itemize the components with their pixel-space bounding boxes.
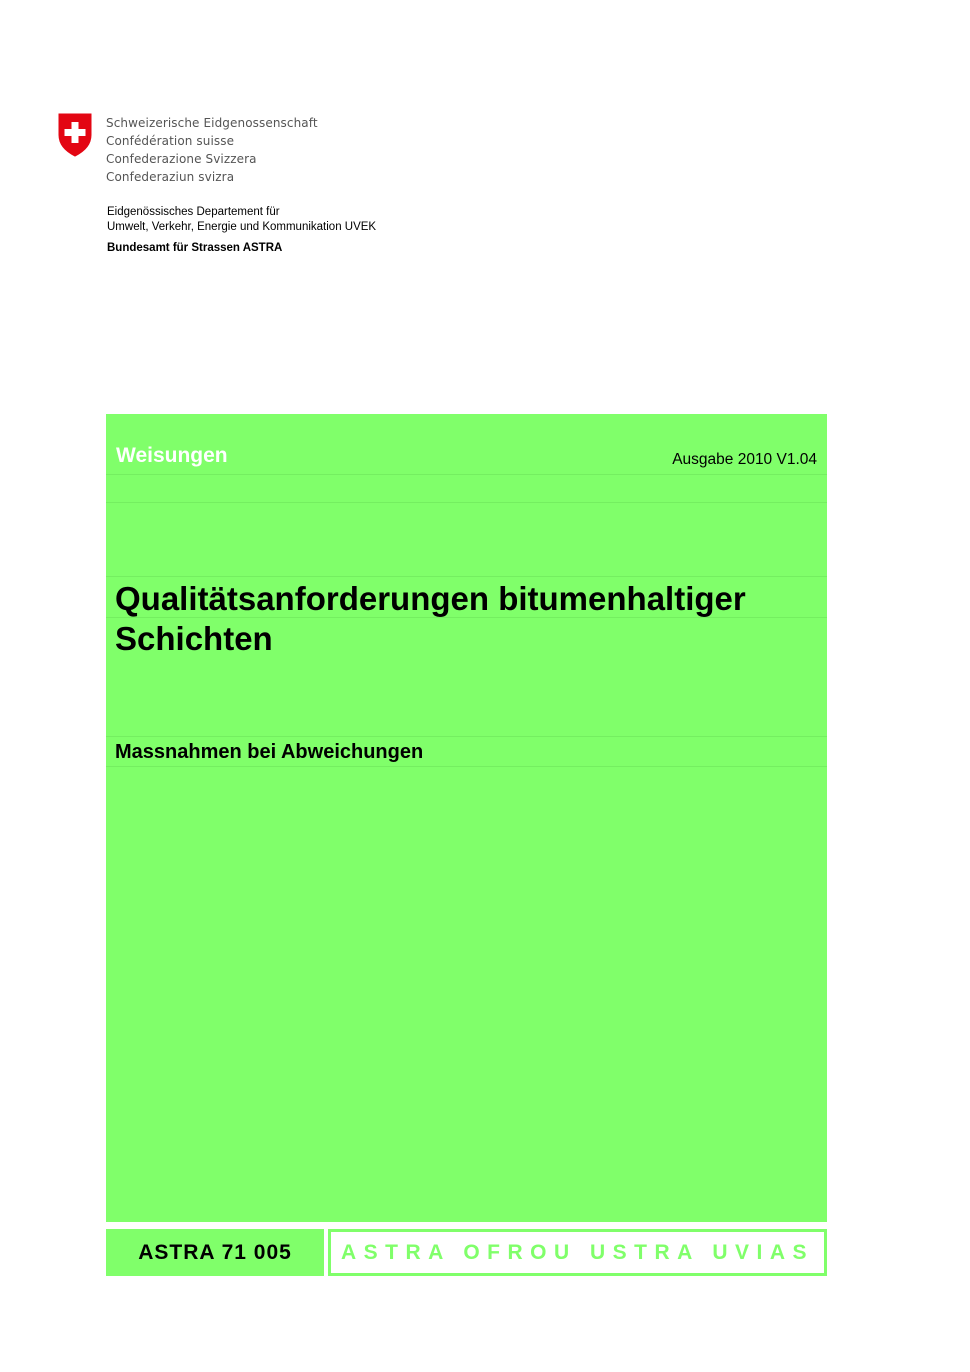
office-name: Bundesamt für Strassen ASTRA bbox=[107, 242, 283, 254]
panel-divider bbox=[106, 474, 827, 475]
department-line-2: Umwelt, Verkehr, Energie und Kommunikation UVEK bbox=[107, 221, 377, 233]
swiss-coat-of-arms-icon bbox=[58, 113, 92, 157]
department-name bbox=[107, 205, 376, 235]
edition-label: Ausgabe 2010 V1.04 bbox=[672, 451, 817, 468]
series-label: Weisungen bbox=[116, 444, 228, 467]
document-code: ASTRA 71 005 bbox=[109, 1232, 321, 1273]
panel-divider bbox=[106, 576, 827, 577]
confederation-line-de: Schweizerische Eidgenossenschaft bbox=[106, 116, 318, 130]
department-line-1: Eidgenössisches Departement für bbox=[107, 206, 280, 218]
panel-divider bbox=[106, 766, 827, 767]
panel-divider bbox=[106, 502, 827, 503]
confederation-line-it: Confederazione Svizzera bbox=[106, 152, 257, 166]
confederation-line-fr: Confédération suisse bbox=[106, 134, 235, 148]
confederation-names bbox=[106, 114, 318, 186]
document-title: Qualitätsanforderungen bitumenhaltiger Schichten bbox=[115, 580, 746, 657]
agency-names: ASTRA OFROU USTRA UVIAS bbox=[331, 1232, 824, 1273]
agency-names-box bbox=[328, 1229, 827, 1276]
cover-panel bbox=[106, 414, 827, 1222]
confederation-line-rm: Confederaziun svizra bbox=[106, 170, 235, 184]
panel-divider bbox=[106, 736, 827, 737]
document-subtitle: Massnahmen bei Abweichungen bbox=[115, 741, 424, 763]
document-code-box bbox=[106, 1229, 324, 1276]
